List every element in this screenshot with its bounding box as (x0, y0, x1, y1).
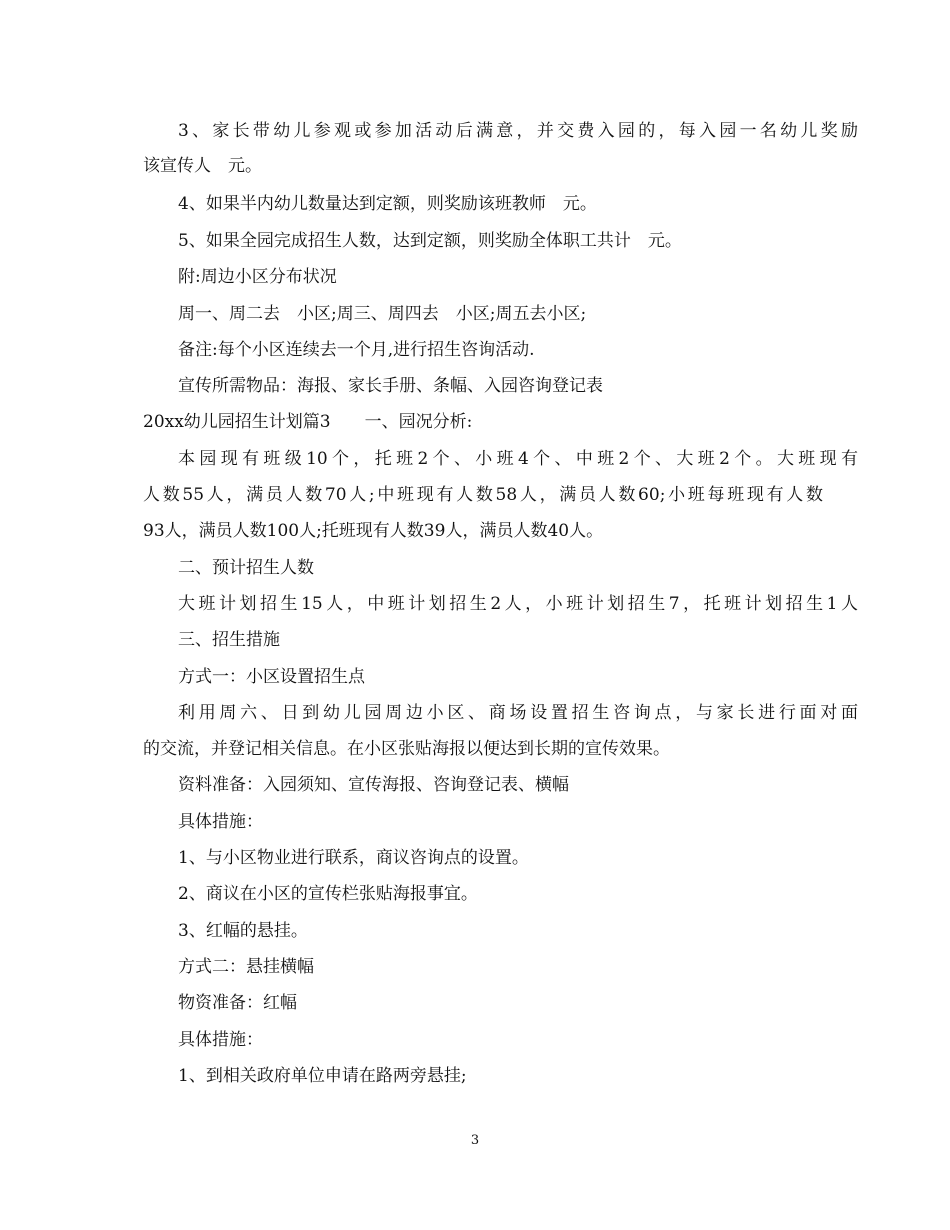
text-line: 3、家长带幼儿参观或参加活动后满意，并交费入园的，每入园一名幼儿奖励 (178, 121, 858, 141)
text-line: 宣传所需物品：海报、家长手册、条幅、入园咨询登记表 (178, 376, 603, 396)
text-line: 大班计划招生15人，中班计划招生2人，小班计划招生7，托班计划招生1人 (178, 594, 858, 614)
text-line: 2、商议在小区的宣传栏张贴海报事宜。 (178, 884, 478, 904)
text-line: 1、到相关政府单位申请在路两旁悬挂; (178, 1066, 467, 1086)
text-line: 5、如果全园完成招生人数，达到定额，则奖励全体职工共计 元。 (178, 231, 682, 251)
text-line: 的交流，并登记相关信息。在小区张贴海报以便达到长期的宣传效果。 (143, 739, 670, 759)
text-line: 该宣传人 元。 (143, 156, 262, 176)
text-line: 二、预计招生人数 (178, 558, 314, 578)
text-line: 物资准备：红幅 (178, 993, 297, 1013)
text-line: 4、如果半内幼儿数量达到定额，则奖励该班教师 元。 (178, 194, 597, 214)
text-line: 1、与小区物业进行联系，商议咨询点的设置。 (178, 848, 529, 868)
text-line: 本园现有班级10个，托班2个、小班4个、中班2个、大班2个。大班现有 (178, 449, 858, 469)
text-line: 方式二：悬挂横幅 (178, 957, 314, 977)
section-heading: 20xx幼儿园招生计划篇3 一、园况分析: (143, 412, 473, 432)
text-line: 人数55人，满员人数70人;中班现有人数58人，满员人数60;小班每班现有人数 (143, 485, 823, 505)
text-line: 具体措施： (178, 812, 263, 832)
text-line: 93人，满员人数100人;托班现有人数39人，满员人数40人。 (143, 521, 604, 541)
text-line: 利用周六、日到幼儿园周边小区、商场设置招生咨询点，与家长进行面对面 (178, 703, 858, 723)
text-line: 三、招生措施 (178, 630, 280, 650)
text-line: 3、红幅的悬挂。 (178, 921, 308, 941)
text-line: 附:周边小区分布状况 (178, 267, 337, 287)
page-number: 3 (470, 1133, 480, 1148)
text-line: 具体措施： (178, 1030, 263, 1050)
text-line: 资料准备：入园须知、宣传海报、咨询登记表、横幅 (178, 775, 569, 795)
text-line: 方式一：小区设置招生点 (178, 667, 365, 687)
text-line: 周一、周二去 小区;周三、周四去 小区;周五去小区; (178, 304, 587, 324)
text-line: 备注:每个小区连续去一个月,进行招生咨询活动. (178, 340, 535, 360)
